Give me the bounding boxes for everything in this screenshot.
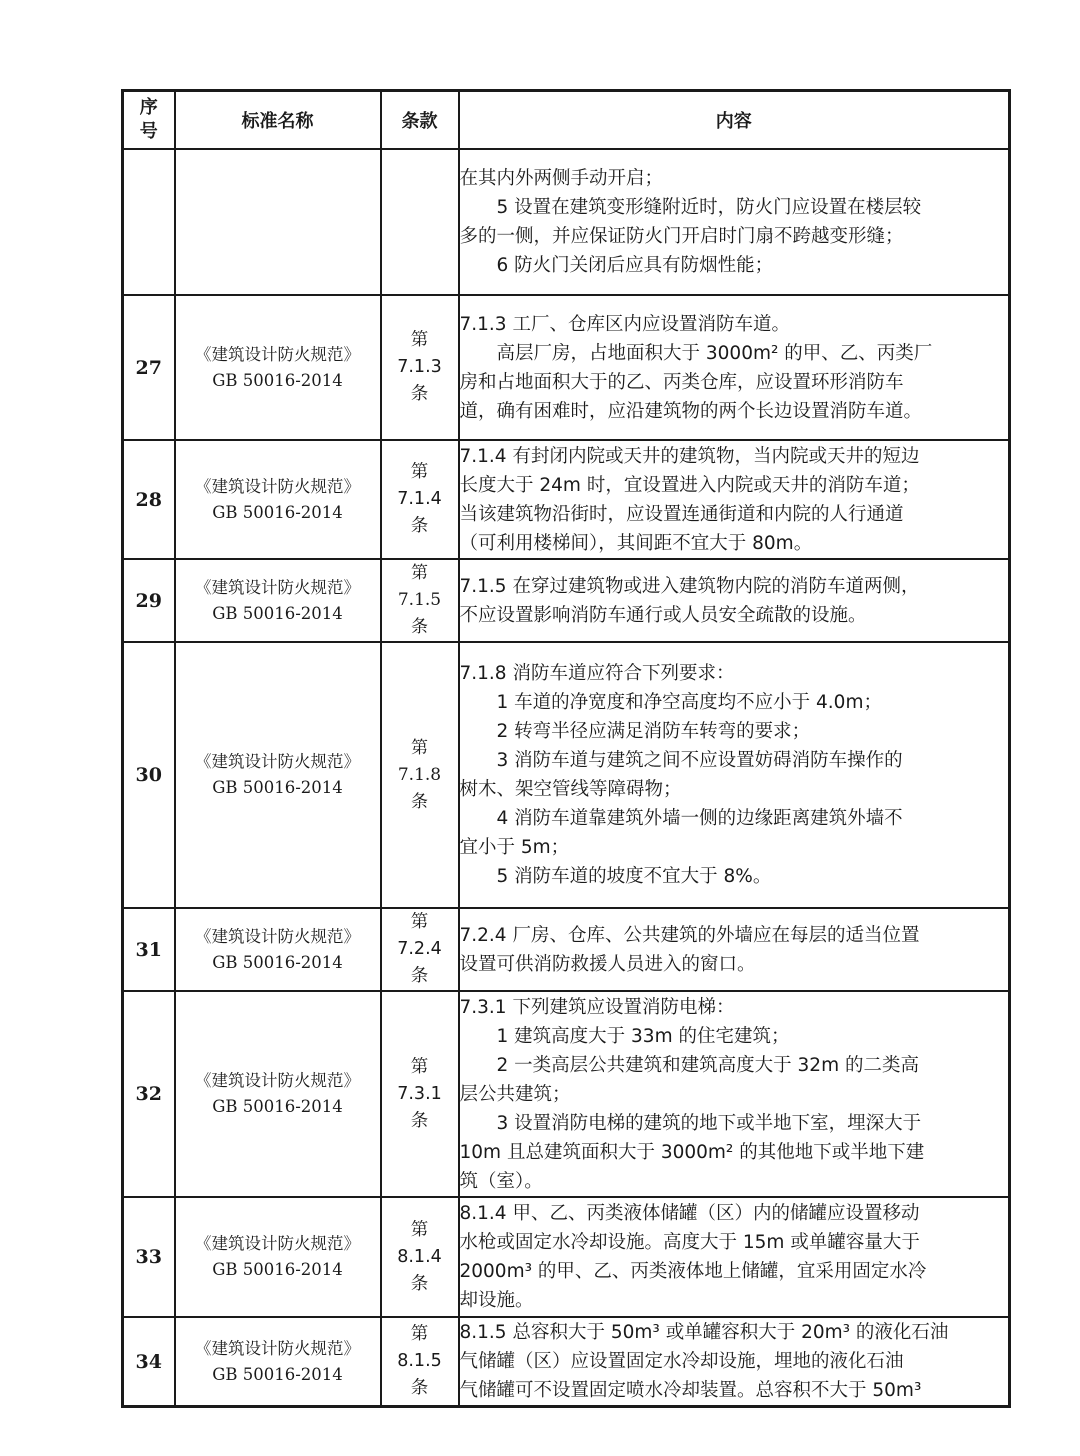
clause-line: 条: [410, 1378, 429, 1398]
row-seq: 33: [123, 1197, 175, 1317]
content-line: （可利用楼梯间），其间距不宜大于 80m。: [459, 532, 813, 554]
standard-code: GB 50016-2014: [212, 952, 343, 972]
row-standard-name: [175, 1317, 381, 1407]
content-line: 8.1.5 总容积大于 50m³ 或单罐容积大于 20m³ 的液化石油: [459, 1322, 949, 1343]
content-line: 10m 且总建筑面积大于 3000m² 的其他地下或半地下建: [459, 1141, 925, 1163]
standard-code: GB 50016-2014: [212, 1097, 343, 1116]
header-seq-char-1: 序: [139, 97, 158, 118]
row-content: [459, 1317, 1010, 1407]
table-row: [123, 149, 1010, 295]
row-clause: [381, 440, 459, 559]
standard-title: 《建筑设计防火规范》: [195, 1338, 360, 1358]
clause-line: 条: [410, 966, 429, 986]
header-content: 内容: [459, 91, 1010, 150]
content-line: 7.1.3 工厂、仓库区内应设置消防车道。: [459, 313, 790, 335]
row-clause: [381, 559, 459, 642]
clause-line: 第: [410, 462, 429, 482]
clause-line: 8.1.5: [397, 1351, 442, 1371]
clause-line: 条: [410, 384, 429, 404]
standard-code: GB 50016-2014: [212, 370, 343, 390]
content-line: 层公共建筑；: [459, 1083, 571, 1105]
standards-table: [121, 89, 1011, 1408]
row-standard-name: [175, 908, 381, 991]
content-line: 4 消防车道靠建筑外墙一侧的边缘距离建筑外墙不: [496, 808, 903, 829]
content-line: 2000m³ 的甲、乙、丙类液体地上储罐，宜采用固定水冷: [459, 1261, 927, 1282]
content-line: 1 建筑高度大于 33m 的住宅建筑；: [496, 1025, 790, 1047]
table-row: [123, 1197, 1010, 1317]
row-content: [459, 559, 1010, 642]
header-standard-name: 标准名称: [175, 91, 381, 150]
table-row: [123, 559, 1010, 642]
content-line: 在其内外两侧手动开启；: [459, 168, 664, 189]
standard-title: 《建筑设计防火规范》: [195, 1071, 360, 1090]
content-line: 不应设置影响消防车通行或人员安全疏散的设施。: [459, 604, 867, 626]
row-content: [459, 440, 1010, 559]
clause-line: 7.1.3: [397, 357, 442, 377]
standard-code: GB 50016-2014: [212, 778, 343, 797]
row-seq: 27: [123, 295, 175, 440]
row-clause: [381, 295, 459, 440]
content-line: 却设施。: [459, 1290, 534, 1311]
content-line: 水枪或固定水冷却设施。高度大于 15m 或单罐容量大于: [459, 1232, 920, 1253]
content-line: 7.2.4 厂房、仓库、公共建筑的外墙应在每层的适当位置: [459, 924, 920, 946]
row-standard-name: [175, 642, 381, 908]
row-clause: [381, 642, 459, 908]
table-row: [123, 295, 1010, 440]
row-content: [459, 295, 1010, 440]
row-seq: 34: [123, 1317, 175, 1407]
content-line: 多的一侧，并应保证防火门开启时门扇不跨越变形缝；: [459, 226, 904, 247]
content-line: 设置可供消防救援人员进入的窗口。: [459, 953, 756, 975]
clause-line: 条: [411, 617, 428, 637]
row-standard-name: [175, 559, 381, 642]
standard-title: 《建筑设计防火规范》: [195, 752, 360, 771]
standard-code: GB 50016-2014: [212, 1260, 343, 1279]
content-line: 7.1.5 在穿过建筑物或进入建筑物内院的消防车道两侧，: [459, 575, 920, 597]
table-row: [123, 908, 1010, 991]
clause-line: 第: [410, 1056, 429, 1077]
row-standard-name: [175, 149, 381, 295]
row-clause: [381, 908, 459, 991]
standard-title: 《建筑设计防火规范》: [195, 926, 360, 946]
row-clause: [381, 1317, 459, 1407]
row-seq: 30: [123, 642, 175, 908]
header-seq: [123, 91, 175, 150]
clause-line: 第: [411, 737, 428, 758]
row-seq: 32: [123, 991, 175, 1197]
clause-line: 第: [410, 1219, 429, 1240]
content-line: 高层厂房，占地面积大于 3000m² 的甲、乙、丙类厂: [496, 342, 933, 364]
clause-line: 7.2.4: [397, 939, 442, 959]
content-line: 7.1.4 有封闭内院或天井的建筑物，当内院或天井的短边: [459, 445, 920, 467]
clause-line: 条: [411, 791, 428, 812]
content-line: 房和占地面积大于的乙、丙类仓库，应设置环形消防车: [459, 371, 904, 393]
clause-line: 第: [410, 1324, 429, 1344]
content-line: 5 设置在建筑变形缝附近时，防火门应设置在楼层较: [496, 197, 922, 218]
content-line: 气储罐（区）应设置固定水冷却设施，埋地的液化石油: [459, 1351, 904, 1372]
row-content: [459, 1197, 1010, 1317]
table-row: [123, 1317, 1010, 1407]
content-line: 道，确有困难时，应沿建筑物的两个长边设置消防车道。: [459, 400, 923, 422]
row-standard-name: [175, 440, 381, 559]
clause-line: 8.1.4: [397, 1246, 442, 1267]
clause-line: 7.3.1: [397, 1083, 442, 1104]
row-standard-name: [175, 991, 381, 1197]
standard-code: GB 50016-2014: [212, 603, 343, 623]
standard-title: 《建筑设计防火规范》: [195, 1234, 360, 1253]
row-clause: [381, 1197, 459, 1317]
table-header-row: [123, 91, 1010, 150]
content-line: 筑（室）。: [459, 1170, 543, 1192]
standard-code: GB 50016-2014: [212, 502, 343, 522]
content-line: 1 车道的净宽度和净空高度均不应小于 4.0m；: [496, 692, 882, 713]
table-row: [123, 991, 1010, 1197]
row-seq: 28: [123, 440, 175, 559]
row-clause: [381, 991, 459, 1197]
clause-line: 第: [410, 912, 429, 932]
standard-code: GB 50016-2014: [212, 1364, 343, 1384]
clause-line: 条: [410, 516, 429, 536]
row-seq: 31: [123, 908, 175, 991]
clause-line: 第: [410, 330, 429, 350]
clause-line: 第: [411, 563, 428, 583]
standard-title: 《建筑设计防火规范》: [195, 476, 360, 496]
content-line: 7.3.1 下列建筑应设置消防电梯：: [459, 996, 735, 1018]
standard-title: 《建筑设计防火规范》: [195, 344, 360, 364]
content-line: 当该建筑物沿街时，应设置连通街道和内院的人行通道: [459, 503, 904, 525]
clause-line: 7.1.5: [397, 590, 442, 610]
content-line: 7.1.8 消防车道应符合下列要求：: [459, 663, 735, 684]
clause-line: 条: [410, 1110, 429, 1131]
row-standard-name: [175, 295, 381, 440]
content-line: 气储罐可不设置固定喷水冷却装置。总容积不大于 50m³: [459, 1380, 922, 1401]
table-row: [123, 642, 1010, 908]
header-seq-char-2: 号: [139, 121, 158, 142]
row-content: [459, 991, 1010, 1197]
header-clause: 条款: [381, 91, 459, 150]
content-line: 树木、架空管线等障碍物；: [459, 779, 682, 800]
content-line: 6 防火门关闭后应具有防烟性能；: [496, 255, 774, 276]
table-row: [123, 440, 1010, 559]
row-content: [459, 908, 1010, 991]
content-line: 8.1.4 甲、乙、丙类液体储罐（区）内的储罐应设置移动: [459, 1203, 920, 1224]
content-line: 2 转弯半径应满足消防车转弯的要求；: [496, 721, 811, 742]
clause-line: 条: [410, 1273, 429, 1294]
row-seq: [123, 149, 175, 295]
content-line: 5 消防车道的坡度不宜大于 8%。: [496, 866, 772, 887]
clause-line: 7.1.8: [397, 764, 442, 785]
clause-line: 7.1.4: [397, 489, 442, 509]
row-seq: 29: [123, 559, 175, 642]
content-line: 2 一类高层公共建筑和建筑高度大于 32m 的二类高: [496, 1054, 919, 1076]
row-content: [459, 149, 1010, 295]
content-line: 长度大于 24m 时，宜设置进入内院或天井的消防车道；: [459, 474, 920, 496]
standard-title: 《建筑设计防火规范》: [195, 577, 360, 597]
content-line: 宜小于 5m；: [459, 837, 570, 858]
content-line: 3 设置消防电梯的建筑的地下或半地下室，埋深大于: [496, 1112, 922, 1134]
row-content: [459, 642, 1010, 908]
row-standard-name: [175, 1197, 381, 1317]
row-clause: [381, 149, 459, 295]
content-line: 3 消防车道与建筑之间不应设置妨碍消防车操作的: [496, 750, 903, 771]
